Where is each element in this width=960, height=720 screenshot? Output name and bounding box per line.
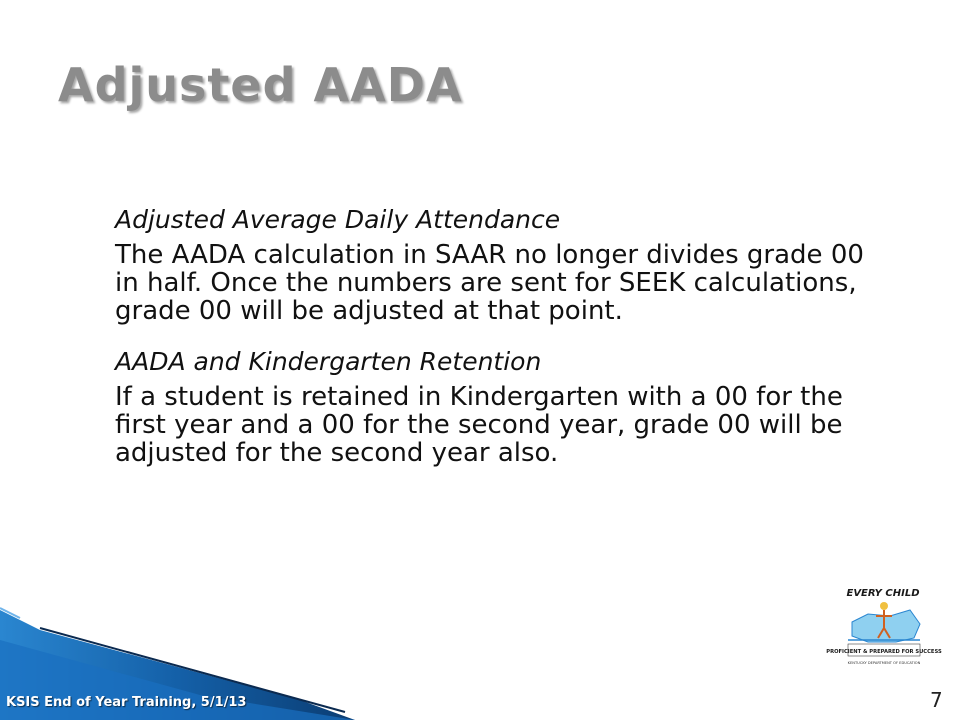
logo-org-text: KENTUCKY DEPARTMENT OF EDUCATION xyxy=(847,661,921,665)
slide-title: Adjusted AADA xyxy=(58,58,463,112)
footer-label: KSIS End of Year Training, 5/1/13 xyxy=(6,695,247,710)
page-number: 7 xyxy=(930,688,943,712)
section-heading: Adjusted Average Daily Attendance xyxy=(115,205,561,234)
every-child-logo xyxy=(826,580,942,680)
slide-body xyxy=(115,205,875,467)
logo-bottom-text: PROFICIENT & PREPARED FOR SUCCESS xyxy=(826,649,942,655)
logo-top-text: EVERY CHILD xyxy=(846,588,920,599)
section-heading: AADA and Kindergarten Retention xyxy=(115,347,542,376)
section-paragraph: The AADA calculation in SAAR no longer divides grade 00 in half. Once the numbers are sent for SEEK calculations, grade 00 will be adjusted at that point. xyxy=(115,240,864,326)
section-paragraph: If a student is retained in Kindergarten with a 00 for the first year and a 00 for the second year, grade 00 will be adjusted for the second year also. xyxy=(115,382,843,468)
section-gap xyxy=(115,325,875,347)
